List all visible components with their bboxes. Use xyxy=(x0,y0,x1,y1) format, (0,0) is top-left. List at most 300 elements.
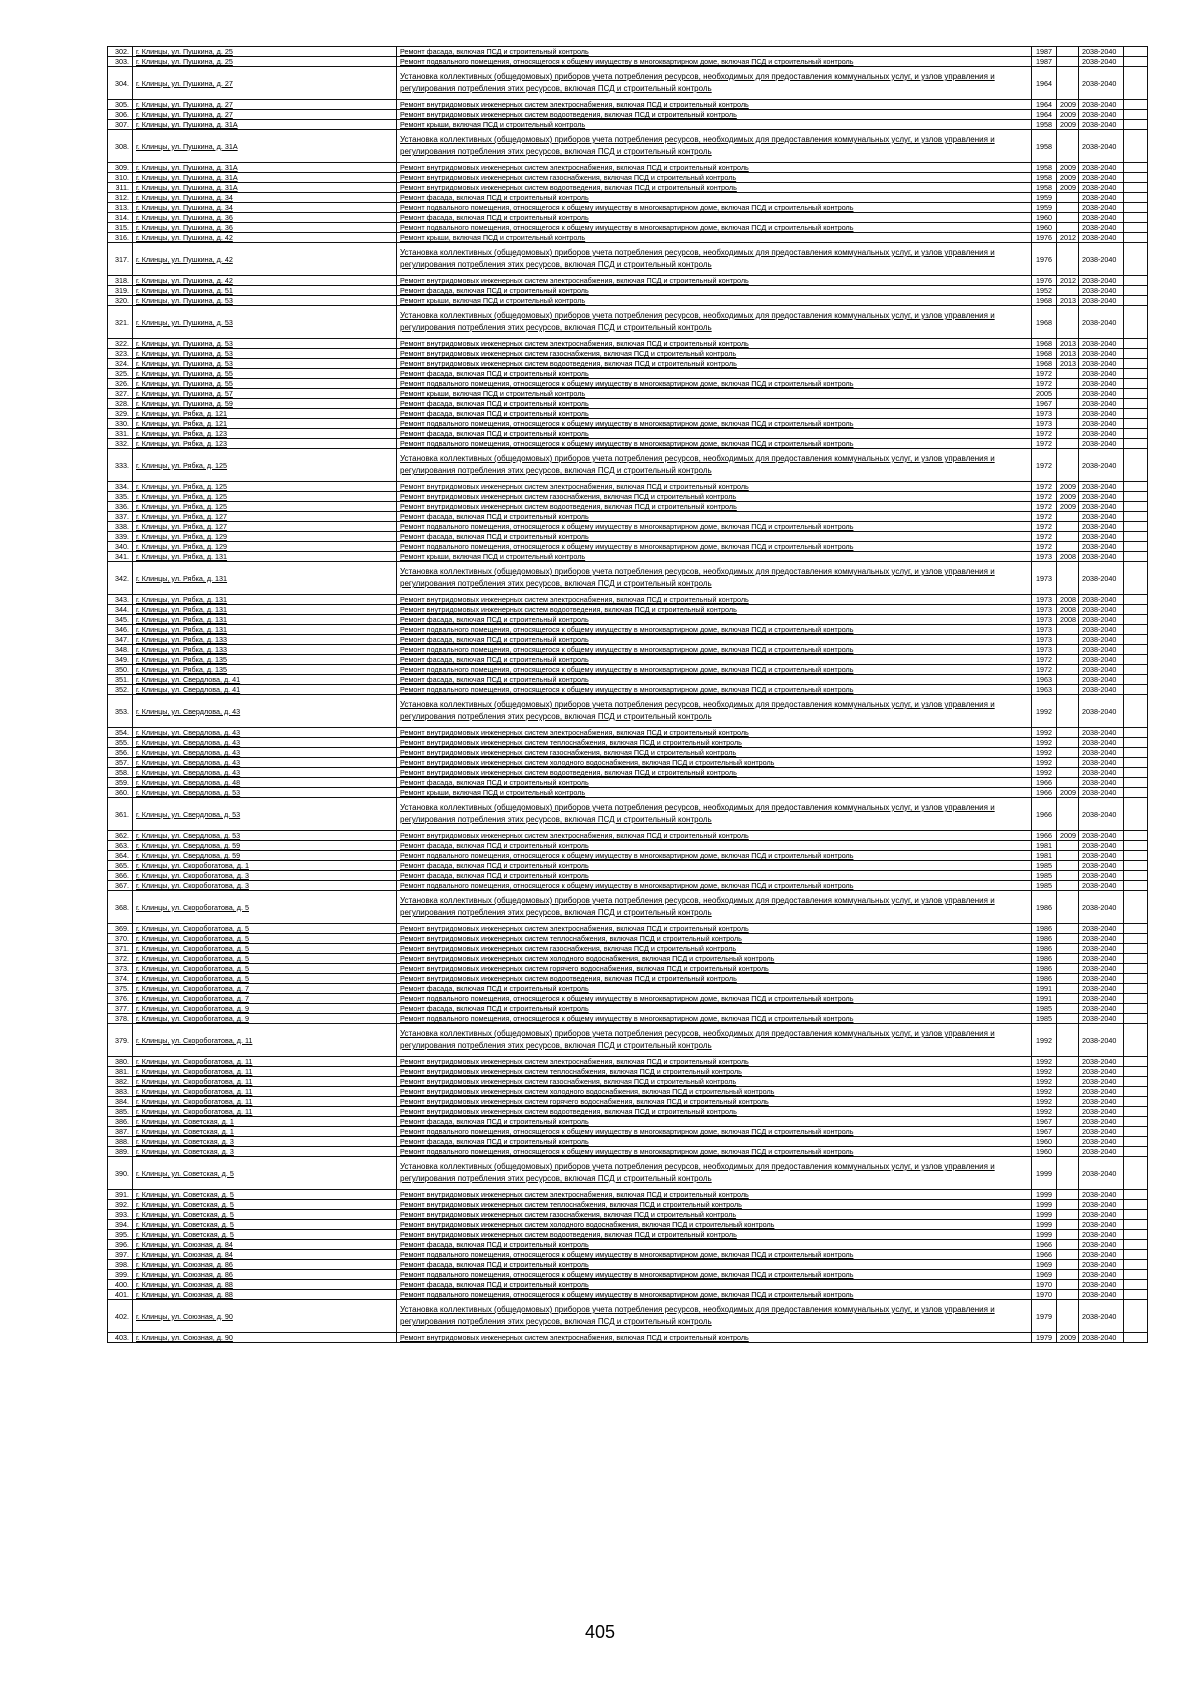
build-year-cell: 1973 xyxy=(1032,409,1057,419)
build-year-cell: 1973 xyxy=(1032,595,1057,605)
row-number: 310. xyxy=(108,173,133,183)
row-number: 381. xyxy=(108,1067,133,1077)
table-row xyxy=(108,635,1148,645)
table-row xyxy=(108,276,1148,286)
row-number: 358. xyxy=(108,768,133,778)
empty-cell xyxy=(1124,339,1148,349)
work-description-cell: Ремонт внутридомовых инженерных систем газоснабжения, включая ПСД и строительный контроль xyxy=(397,944,1032,954)
last-repair-year-cell: 2009 xyxy=(1057,831,1079,841)
work-description-cell: Ремонт фасада, включая ПСД и строительный контроль xyxy=(397,512,1032,522)
work-description-cell: Ремонт внутридомовых инженерных систем электроснабжения, включая ПСД и строительный контроль xyxy=(397,339,1032,349)
table-row xyxy=(108,595,1148,605)
planned-period-cell: 2038-2040 xyxy=(1079,562,1124,595)
row-number: 343. xyxy=(108,595,133,605)
row-number: 401. xyxy=(108,1290,133,1300)
table-row xyxy=(108,419,1148,429)
empty-cell xyxy=(1124,1057,1148,1067)
empty-cell xyxy=(1124,974,1148,984)
address-cell: г. Клинцы, ул. Рябка, д. 121 xyxy=(133,409,397,419)
table-row xyxy=(108,1190,1148,1200)
planned-period-cell: 2038-2040 xyxy=(1079,359,1124,369)
address-cell: г. Клинцы, ул. Пушкина, д. 31А xyxy=(133,163,397,173)
empty-cell xyxy=(1124,1087,1148,1097)
last-repair-year-cell xyxy=(1057,1220,1079,1230)
table-row xyxy=(108,449,1148,482)
build-year-cell: 1963 xyxy=(1032,685,1057,695)
address-cell: г. Клинцы, ул. Скоробогатова, д. 3 xyxy=(133,881,397,891)
last-repair-year-cell xyxy=(1057,871,1079,881)
address-cell: г. Клинцы, ул. Пушкина, д. 55 xyxy=(133,379,397,389)
row-number: 308. xyxy=(108,130,133,163)
row-number: 361. xyxy=(108,798,133,831)
work-description-cell: Ремонт внутридомовых инженерных систем водоотведения, включая ПСД и строительный контроль xyxy=(397,605,1032,615)
row-number: 367. xyxy=(108,881,133,891)
planned-period-cell: 2038-2040 xyxy=(1079,233,1124,243)
last-repair-year-cell xyxy=(1057,1280,1079,1290)
address-cell: г. Клинцы, ул. Пушкина, д. 34 xyxy=(133,203,397,213)
table-row xyxy=(108,203,1148,213)
work-description-cell: Ремонт внутридомовых инженерных систем электроснабжения, включая ПСД и строительный контроль xyxy=(397,1333,1032,1343)
row-number: 390. xyxy=(108,1157,133,1190)
build-year-cell: 1972 xyxy=(1032,502,1057,512)
table-row xyxy=(108,944,1148,954)
empty-cell xyxy=(1124,512,1148,522)
table-row xyxy=(108,1220,1148,1230)
address-cell: г. Клинцы, ул. Советская, д. 3 xyxy=(133,1137,397,1147)
planned-period-cell: 2038-2040 xyxy=(1079,964,1124,974)
row-number: 352. xyxy=(108,685,133,695)
table-row xyxy=(108,522,1148,532)
table-row xyxy=(108,1024,1148,1057)
planned-period-cell: 2038-2040 xyxy=(1079,1157,1124,1190)
build-year-cell: 1986 xyxy=(1032,954,1057,964)
planned-period-cell: 2038-2040 xyxy=(1079,861,1124,871)
row-number: 313. xyxy=(108,203,133,213)
planned-period-cell: 2038-2040 xyxy=(1079,1230,1124,1240)
last-repair-year-cell xyxy=(1057,1057,1079,1067)
last-repair-year-cell xyxy=(1057,1107,1079,1117)
build-year-cell: 1967 xyxy=(1032,1127,1057,1137)
build-year-cell: 1952 xyxy=(1032,286,1057,296)
empty-cell xyxy=(1124,203,1148,213)
work-description-cell: Установка коллективных (общедомовых) приборов учета потребления ресурсов, необходимых для предоставления коммунальных услуг, и узлов управления и регулирования потребления этих ресурсов, включая ПСД и строительный контроль xyxy=(397,306,1032,339)
table-row xyxy=(108,286,1148,296)
last-repair-year-cell: 2012 xyxy=(1057,233,1079,243)
build-year-cell: 1960 xyxy=(1032,213,1057,223)
build-year-cell: 1999 xyxy=(1032,1190,1057,1200)
row-number: 327. xyxy=(108,389,133,399)
work-description-cell: Ремонт внутридомовых инженерных систем горячего водоснабжения, включая ПСД и строительный контроль xyxy=(397,964,1032,974)
address-cell: г. Клинцы, ул. Скоробогатова, д. 5 xyxy=(133,891,397,924)
row-number: 396. xyxy=(108,1240,133,1250)
row-number: 314. xyxy=(108,213,133,223)
row-number: 345. xyxy=(108,615,133,625)
address-cell: г. Клинцы, ул. Рябка, д. 127 xyxy=(133,512,397,522)
build-year-cell: 1992 xyxy=(1032,1087,1057,1097)
address-cell: г. Клинцы, ул. Свердлова, д. 59 xyxy=(133,851,397,861)
table-row xyxy=(108,492,1148,502)
table-row xyxy=(108,665,1148,675)
build-year-cell: 1985 xyxy=(1032,1004,1057,1014)
address-cell: г. Клинцы, ул. Советская, д. 5 xyxy=(133,1220,397,1230)
last-repair-year-cell: 2013 xyxy=(1057,359,1079,369)
empty-cell xyxy=(1124,409,1148,419)
empty-cell xyxy=(1124,1137,1148,1147)
row-number: 325. xyxy=(108,369,133,379)
table-row xyxy=(108,296,1148,306)
address-cell: г. Клинцы, ул. Рябка, д. 131 xyxy=(133,595,397,605)
work-description-cell: Ремонт подвального помещения, относящегося к общему имуществу в многоквартирном доме, включая ПСД и строительный контроль xyxy=(397,57,1032,67)
empty-cell xyxy=(1124,67,1148,100)
last-repair-year-cell: 2009 xyxy=(1057,173,1079,183)
row-number: 374. xyxy=(108,974,133,984)
address-cell: г. Клинцы, ул. Союзная, д. 88 xyxy=(133,1280,397,1290)
row-number: 323. xyxy=(108,349,133,359)
last-repair-year-cell: 2009 xyxy=(1057,183,1079,193)
table-row xyxy=(108,625,1148,635)
build-year-cell: 1999 xyxy=(1032,1200,1057,1210)
planned-period-cell: 2038-2040 xyxy=(1079,1117,1124,1127)
table-row xyxy=(108,1250,1148,1260)
work-description-cell: Ремонт внутридомовых инженерных систем газоснабжения, включая ПСД и строительный контроль xyxy=(397,748,1032,758)
planned-period-cell: 2038-2040 xyxy=(1079,419,1124,429)
last-repair-year-cell xyxy=(1057,532,1079,542)
work-description-cell: Установка коллективных (общедомовых) приборов учета потребления ресурсов, необходимых для предоставления коммунальных услуг, и узлов управления и регулирования потребления этих ресурсов, включая ПСД и строительный контроль xyxy=(397,695,1032,728)
planned-period-cell: 2038-2040 xyxy=(1079,944,1124,954)
build-year-cell: 1968 xyxy=(1032,296,1057,306)
work-description-cell: Ремонт крыши, включая ПСД и строительный контроль xyxy=(397,296,1032,306)
work-description-cell: Ремонт подвального помещения, относящегося к общему имуществу в многоквартирном доме, включая ПСД и строительный контроль xyxy=(397,1290,1032,1300)
last-repair-year-cell xyxy=(1057,1300,1079,1333)
empty-cell xyxy=(1124,1117,1148,1127)
build-year-cell: 1992 xyxy=(1032,758,1057,768)
build-year-cell: 1958 xyxy=(1032,183,1057,193)
empty-cell xyxy=(1124,183,1148,193)
work-description-cell: Ремонт фасада, включая ПСД и строительный контроль xyxy=(397,47,1032,57)
address-cell: г. Клинцы, ул. Скоробогатова, д. 11 xyxy=(133,1097,397,1107)
last-repair-year-cell xyxy=(1057,1190,1079,1200)
empty-cell xyxy=(1124,1210,1148,1220)
empty-cell xyxy=(1124,1014,1148,1024)
planned-period-cell: 2038-2040 xyxy=(1079,110,1124,120)
row-number: 320. xyxy=(108,296,133,306)
planned-period-cell: 2038-2040 xyxy=(1079,1250,1124,1260)
empty-cell xyxy=(1124,831,1148,841)
planned-period-cell: 2038-2040 xyxy=(1079,439,1124,449)
row-number: 376. xyxy=(108,994,133,1004)
build-year-cell: 1986 xyxy=(1032,974,1057,984)
address-cell: г. Клинцы, ул. Скоробогатова, д. 5 xyxy=(133,954,397,964)
build-year-cell: 1958 xyxy=(1032,120,1057,130)
row-number: 380. xyxy=(108,1057,133,1067)
table-row xyxy=(108,512,1148,522)
row-number: 305. xyxy=(108,100,133,110)
address-cell: г. Клинцы, ул. Скоробогатова, д. 5 xyxy=(133,924,397,934)
address-cell: г. Клинцы, ул. Свердлова, д. 43 xyxy=(133,695,397,728)
address-cell: г. Клинцы, ул. Свердлова, д. 53 xyxy=(133,831,397,841)
table-row xyxy=(108,974,1148,984)
build-year-cell: 1959 xyxy=(1032,193,1057,203)
row-number: 365. xyxy=(108,861,133,871)
build-year-cell: 1966 xyxy=(1032,778,1057,788)
build-year-cell: 1999 xyxy=(1032,1230,1057,1240)
empty-cell xyxy=(1124,296,1148,306)
table-row xyxy=(108,1210,1148,1220)
row-number: 334. xyxy=(108,482,133,492)
last-repair-year-cell xyxy=(1057,891,1079,924)
work-description-cell: Ремонт подвального помещения, относящегося к общему имуществу в многоквартирном доме, включая ПСД и строительный контроль xyxy=(397,439,1032,449)
build-year-cell: 1999 xyxy=(1032,1210,1057,1220)
row-number: 309. xyxy=(108,163,133,173)
address-cell: г. Клинцы, ул. Рябка, д. 129 xyxy=(133,542,397,552)
build-year-cell: 1972 xyxy=(1032,439,1057,449)
address-cell: г. Клинцы, ул. Скоробогатова, д. 11 xyxy=(133,1057,397,1067)
address-cell: г. Клинцы, ул. Свердлова, д. 43 xyxy=(133,738,397,748)
table-row xyxy=(108,934,1148,944)
work-description-cell: Ремонт внутридомовых инженерных систем холодного водоснабжения, включая ПСД и строительный контроль xyxy=(397,758,1032,768)
work-description-cell: Ремонт внутридомовых инженерных систем электроснабжения, включая ПСД и строительный контроль xyxy=(397,163,1032,173)
empty-cell xyxy=(1124,685,1148,695)
work-description-cell: Ремонт фасада, включая ПСД и строительный контроль xyxy=(397,1137,1032,1147)
last-repair-year-cell: 2009 xyxy=(1057,100,1079,110)
address-cell: г. Клинцы, ул. Советская, д. 5 xyxy=(133,1157,397,1190)
address-cell: г. Клинцы, ул. Скоробогатова, д. 11 xyxy=(133,1087,397,1097)
build-year-cell: 1967 xyxy=(1032,1117,1057,1127)
empty-cell xyxy=(1124,522,1148,532)
planned-period-cell: 2038-2040 xyxy=(1079,532,1124,542)
table-row xyxy=(108,429,1148,439)
table-row xyxy=(108,1117,1148,1127)
work-description-cell: Ремонт подвального помещения, относящегося к общему имуществу в многоквартирном доме, включая ПСД и строительный контроль xyxy=(397,994,1032,1004)
work-description-cell: Ремонт крыши, включая ПСД и строительный контроль xyxy=(397,389,1032,399)
planned-period-cell: 2038-2040 xyxy=(1079,1300,1124,1333)
last-repair-year-cell xyxy=(1057,203,1079,213)
planned-period-cell: 2038-2040 xyxy=(1079,994,1124,1004)
last-repair-year-cell xyxy=(1057,243,1079,276)
last-repair-year-cell xyxy=(1057,1097,1079,1107)
table-row xyxy=(108,389,1148,399)
last-repair-year-cell: 2009 xyxy=(1057,110,1079,120)
work-description-cell: Ремонт внутридомовых инженерных систем водоотведения, включая ПСД и строительный контроль xyxy=(397,1230,1032,1240)
work-description-cell: Ремонт фасада, включая ПСД и строительный контроль xyxy=(397,429,1032,439)
last-repair-year-cell xyxy=(1057,924,1079,934)
empty-cell xyxy=(1124,778,1148,788)
work-description-cell: Ремонт внутридомовых инженерных систем электроснабжения, включая ПСД и строительный контроль xyxy=(397,924,1032,934)
empty-cell xyxy=(1124,924,1148,934)
build-year-cell: 1963 xyxy=(1032,675,1057,685)
last-repair-year-cell xyxy=(1057,851,1079,861)
table-row xyxy=(108,67,1148,100)
address-cell: г. Клинцы, ул. Скоробогатова, д. 7 xyxy=(133,994,397,1004)
build-year-cell: 1972 xyxy=(1032,655,1057,665)
empty-cell xyxy=(1124,645,1148,655)
last-repair-year-cell xyxy=(1057,429,1079,439)
planned-period-cell: 2038-2040 xyxy=(1079,1057,1124,1067)
empty-cell xyxy=(1124,1024,1148,1057)
last-repair-year-cell: 2008 xyxy=(1057,605,1079,615)
address-cell: г. Клинцы, ул. Свердлова, д. 48 xyxy=(133,778,397,788)
work-description-cell: Ремонт фасада, включая ПСД и строительный контроль xyxy=(397,399,1032,409)
build-year-cell: 1981 xyxy=(1032,841,1057,851)
address-cell: г. Клинцы, ул. Советская, д. 5 xyxy=(133,1190,397,1200)
table-row xyxy=(108,1270,1148,1280)
table-row xyxy=(108,1260,1148,1270)
work-description-cell: Установка коллективных (общедомовых) приборов учета потребления ресурсов, необходимых для предоставления коммунальных услуг, и узлов управления и регулирования потребления этих ресурсов, включая ПСД и строительный контроль xyxy=(397,67,1032,100)
address-cell: г. Клинцы, ул. Свердлова, д. 53 xyxy=(133,798,397,831)
empty-cell xyxy=(1124,419,1148,429)
planned-period-cell: 2038-2040 xyxy=(1079,183,1124,193)
row-number: 333. xyxy=(108,449,133,482)
table-row xyxy=(108,841,1148,851)
table-row xyxy=(108,605,1148,615)
empty-cell xyxy=(1124,851,1148,861)
planned-period-cell: 2038-2040 xyxy=(1079,552,1124,562)
table-row xyxy=(108,1290,1148,1300)
address-cell: г. Клинцы, ул. Советская, д. 5 xyxy=(133,1210,397,1220)
empty-cell xyxy=(1124,359,1148,369)
row-number: 375. xyxy=(108,984,133,994)
table-row xyxy=(108,778,1148,788)
last-repair-year-cell: 2009 xyxy=(1057,482,1079,492)
build-year-cell: 1992 xyxy=(1032,1077,1057,1087)
build-year-cell: 1973 xyxy=(1032,615,1057,625)
row-number: 384. xyxy=(108,1097,133,1107)
table-row xyxy=(108,532,1148,542)
table-row xyxy=(108,100,1148,110)
row-number: 353. xyxy=(108,695,133,728)
table-row xyxy=(108,57,1148,67)
build-year-cell: 1969 xyxy=(1032,1260,1057,1270)
table-row xyxy=(108,1230,1148,1240)
empty-cell xyxy=(1124,841,1148,851)
build-year-cell: 1992 xyxy=(1032,695,1057,728)
planned-period-cell: 2038-2040 xyxy=(1079,306,1124,339)
build-year-cell: 1972 xyxy=(1032,379,1057,389)
empty-cell xyxy=(1124,286,1148,296)
empty-cell xyxy=(1124,605,1148,615)
planned-period-cell: 2038-2040 xyxy=(1079,665,1124,675)
table-row xyxy=(108,954,1148,964)
table-row xyxy=(108,1127,1148,1137)
last-repair-year-cell xyxy=(1057,954,1079,964)
last-repair-year-cell xyxy=(1057,748,1079,758)
work-description-cell: Ремонт внутридомовых инженерных систем электроснабжения, включая ПСД и строительный контроль xyxy=(397,100,1032,110)
last-repair-year-cell xyxy=(1057,738,1079,748)
work-description-cell: Ремонт подвального помещения, относящегося к общему имуществу в многоквартирном доме, включая ПСД и строительный контроль xyxy=(397,665,1032,675)
table-row xyxy=(108,439,1148,449)
empty-cell xyxy=(1124,1127,1148,1137)
table-row xyxy=(108,798,1148,831)
planned-period-cell: 2038-2040 xyxy=(1079,645,1124,655)
build-year-cell: 1966 xyxy=(1032,788,1057,798)
row-number: 370. xyxy=(108,934,133,944)
address-cell: г. Клинцы, ул. Пушкина, д. 42 xyxy=(133,243,397,276)
row-number: 397. xyxy=(108,1250,133,1260)
table-row xyxy=(108,675,1148,685)
address-cell: г. Клинцы, ул. Рябка, д. 125 xyxy=(133,502,397,512)
build-year-cell: 2005 xyxy=(1032,389,1057,399)
work-description-cell: Установка коллективных (общедомовых) приборов учета потребления ресурсов, необходимых для предоставления коммунальных услуг, и узлов управления и регулирования потребления этих ресурсов, включая ПСД и строительный контроль xyxy=(397,243,1032,276)
address-cell: г. Клинцы, ул. Скоробогатова, д. 11 xyxy=(133,1024,397,1057)
table-row xyxy=(108,695,1148,728)
build-year-cell: 1981 xyxy=(1032,851,1057,861)
empty-cell xyxy=(1124,223,1148,233)
row-number: 337. xyxy=(108,512,133,522)
row-number: 371. xyxy=(108,944,133,954)
build-year-cell: 1958 xyxy=(1032,173,1057,183)
table-row xyxy=(108,233,1148,243)
empty-cell xyxy=(1124,944,1148,954)
build-year-cell: 1960 xyxy=(1032,1137,1057,1147)
table-row xyxy=(108,1107,1148,1117)
table-row xyxy=(108,768,1148,778)
empty-cell xyxy=(1124,552,1148,562)
last-repair-year-cell xyxy=(1057,635,1079,645)
row-number: 331. xyxy=(108,429,133,439)
planned-period-cell: 2038-2040 xyxy=(1079,193,1124,203)
row-number: 307. xyxy=(108,120,133,130)
row-number: 341. xyxy=(108,552,133,562)
work-description-cell: Ремонт внутридомовых инженерных систем газоснабжения, включая ПСД и строительный контроль xyxy=(397,1077,1032,1087)
address-cell: г. Клинцы, ул. Рябка, д. 125 xyxy=(133,449,397,482)
planned-period-cell: 2038-2040 xyxy=(1079,130,1124,163)
empty-cell xyxy=(1124,399,1148,409)
build-year-cell: 1992 xyxy=(1032,768,1057,778)
build-year-cell: 1969 xyxy=(1032,1270,1057,1280)
empty-cell xyxy=(1124,768,1148,778)
table-row xyxy=(108,831,1148,841)
planned-period-cell: 2038-2040 xyxy=(1079,788,1124,798)
last-repair-year-cell xyxy=(1057,67,1079,100)
last-repair-year-cell: 2009 xyxy=(1057,502,1079,512)
build-year-cell: 1964 xyxy=(1032,100,1057,110)
last-repair-year-cell xyxy=(1057,1004,1079,1014)
empty-cell xyxy=(1124,57,1148,67)
last-repair-year-cell xyxy=(1057,306,1079,339)
planned-period-cell: 2038-2040 xyxy=(1079,1107,1124,1117)
empty-cell xyxy=(1124,379,1148,389)
work-description-cell: Ремонт фасада, включая ПСД и строительный контроль xyxy=(397,193,1032,203)
last-repair-year-cell xyxy=(1057,758,1079,768)
work-description-cell: Ремонт внутридомовых инженерных систем водоотведения, включая ПСД и строительный контроль xyxy=(397,1107,1032,1117)
build-year-cell: 1967 xyxy=(1032,399,1057,409)
build-year-cell: 1986 xyxy=(1032,891,1057,924)
build-year-cell: 1968 xyxy=(1032,359,1057,369)
work-description-cell: Ремонт фасада, включая ПСД и строительный контроль xyxy=(397,675,1032,685)
table-row xyxy=(108,130,1148,163)
table-row xyxy=(108,615,1148,625)
planned-period-cell: 2038-2040 xyxy=(1079,851,1124,861)
row-number: 364. xyxy=(108,851,133,861)
row-number: 399. xyxy=(108,1270,133,1280)
address-cell: г. Клинцы, ул. Пушкина, д. 53 xyxy=(133,306,397,339)
empty-cell xyxy=(1124,369,1148,379)
work-description-cell: Ремонт внутридомовых инженерных систем водоотведения, включая ПСД и строительный контроль xyxy=(397,974,1032,984)
address-cell: г. Клинцы, ул. Советская, д. 1 xyxy=(133,1127,397,1137)
table-row xyxy=(108,748,1148,758)
empty-cell xyxy=(1124,964,1148,974)
repair-table xyxy=(107,46,1148,1343)
planned-period-cell: 2038-2040 xyxy=(1079,1087,1124,1097)
work-description-cell: Ремонт внутридомовых инженерных систем водоотведения, включая ПСД и строительный контроль xyxy=(397,110,1032,120)
build-year-cell: 1985 xyxy=(1032,871,1057,881)
build-year-cell: 1972 xyxy=(1032,482,1057,492)
address-cell: г. Клинцы, ул. Скоробогатова, д. 11 xyxy=(133,1107,397,1117)
planned-period-cell: 2038-2040 xyxy=(1079,203,1124,213)
planned-period-cell: 2038-2040 xyxy=(1079,482,1124,492)
last-repair-year-cell xyxy=(1057,439,1079,449)
row-number: 362. xyxy=(108,831,133,841)
